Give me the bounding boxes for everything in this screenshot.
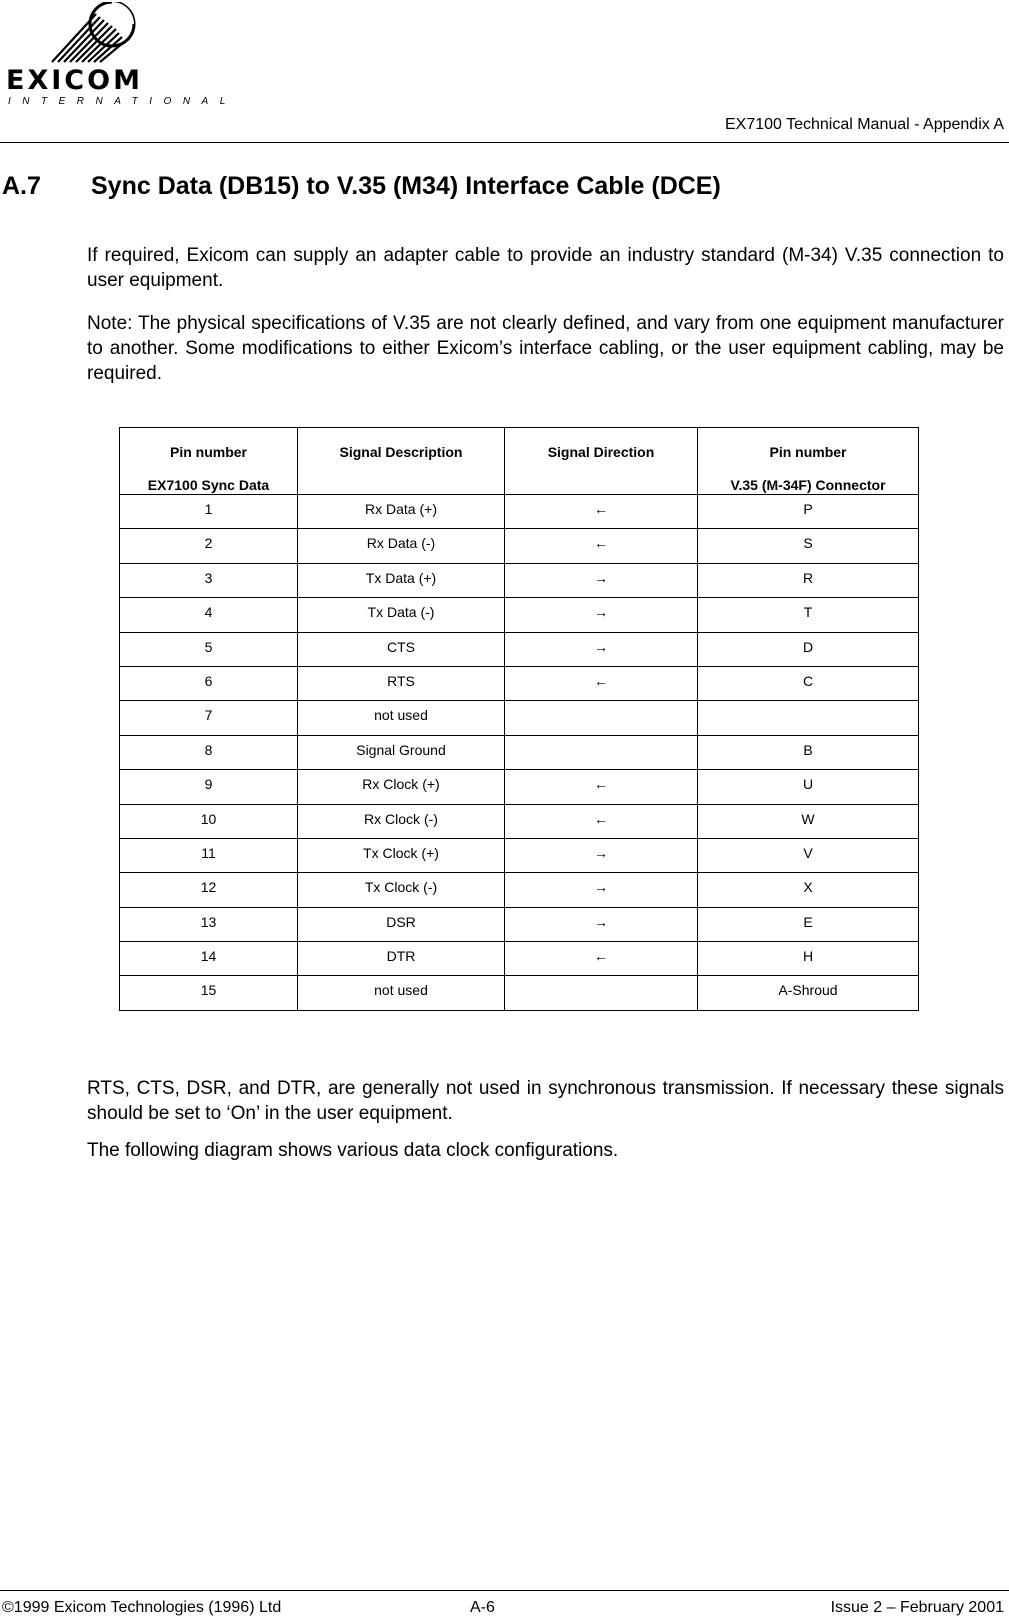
cell-signal-description: DTR	[298, 942, 505, 976]
cell-signal-direction: →	[505, 598, 698, 632]
table-header-row	[120, 428, 919, 495]
cell-signal-direction: →	[505, 873, 698, 907]
footer-page-number: A-6	[470, 1599, 495, 1616]
cell-pin-ex7100: 14	[120, 942, 298, 976]
cell-pin-ex7100: 3	[120, 563, 298, 597]
table-row	[120, 942, 919, 976]
company-logo	[4, 2, 237, 110]
table-row	[120, 873, 919, 907]
cell-signal-direction	[505, 701, 698, 735]
cell-pin-v35: B	[698, 735, 919, 769]
cell-pin-v35: D	[698, 632, 919, 666]
cell-signal-description: Rx Clock (+)	[298, 770, 505, 804]
cell-signal-description: Tx Data (+)	[298, 563, 505, 597]
header-signal-description: Signal Description	[298, 428, 505, 495]
cell-signal-description: Tx Clock (+)	[298, 838, 505, 872]
cell-pin-v35: X	[698, 873, 919, 907]
header-pin-ex7100: Pin number EX7100 Sync Data	[120, 428, 298, 495]
cell-signal-direction: →	[505, 838, 698, 872]
table-row	[120, 529, 919, 563]
cell-pin-v35: R	[698, 563, 919, 597]
table-row	[120, 907, 919, 941]
header-divider	[0, 142, 1009, 143]
cell-signal-description: Tx Clock (-)	[298, 873, 505, 907]
cell-signal-direction: ←	[505, 942, 698, 976]
logo-subtitle: INTERNATIONAL	[8, 96, 237, 107]
cell-pin-ex7100: 4	[120, 598, 298, 632]
cell-signal-description: Tx Data (-)	[298, 598, 505, 632]
cell-pin-v35: V	[698, 838, 919, 872]
cell-pin-v35: U	[698, 770, 919, 804]
cell-pin-ex7100: 2	[120, 529, 298, 563]
cell-signal-direction: →	[505, 632, 698, 666]
table-row	[120, 701, 919, 735]
cell-pin-ex7100: 13	[120, 907, 298, 941]
footer-issue: Issue 2 – February 2001	[830, 1599, 1004, 1616]
cell-pin-v35: C	[698, 666, 919, 700]
cell-pin-v35: S	[698, 529, 919, 563]
signals-paragraph: RTS, CTS, DSR, and DTR, are generally not used in synchronous transmission. If necessary these signals should be set to ‘On’ in the user equipment.	[87, 1078, 1004, 1124]
cell-pin-ex7100: 9	[120, 770, 298, 804]
cell-pin-v35: W	[698, 804, 919, 838]
table-row	[120, 838, 919, 872]
section-heading	[2, 172, 721, 201]
cell-signal-direction: ←	[505, 770, 698, 804]
cell-pin-ex7100: 15	[120, 976, 298, 1010]
table-row	[120, 976, 919, 1010]
table-row	[120, 804, 919, 838]
cell-pin-ex7100: 10	[120, 804, 298, 838]
table-row	[120, 495, 919, 529]
cell-pin-v35: H	[698, 942, 919, 976]
cell-pin-ex7100: 11	[120, 838, 298, 872]
section-title: Sync Data (DB15) to V.35 (M34) Interface Cable (DCE)	[91, 172, 721, 200]
cell-pin-v35: E	[698, 907, 919, 941]
footer-copyright: ©1999 Exicom Technologies (1996) Ltd	[2, 1599, 282, 1616]
cell-pin-v35: A-Shroud	[698, 976, 919, 1010]
section-number: A.7	[2, 172, 41, 200]
document-title: EX7100 Technical Manual - Appendix A	[724, 116, 1004, 133]
cell-signal-direction	[505, 735, 698, 769]
cell-signal-description: Rx Clock (-)	[298, 804, 505, 838]
cell-pin-v35: P	[698, 495, 919, 529]
cell-signal-description: Rx Data (-)	[298, 529, 505, 563]
table-row	[120, 735, 919, 769]
logo-wordmark: EXICOM	[6, 65, 143, 96]
cell-pin-ex7100: 12	[120, 873, 298, 907]
cell-signal-description: DSR	[298, 907, 505, 941]
diagram-intro-paragraph: The following diagram shows various data clock configurations.	[87, 1140, 619, 1161]
table-row	[120, 770, 919, 804]
cell-signal-description: RTS	[298, 666, 505, 700]
cell-signal-description: Rx Data (+)	[298, 495, 505, 529]
header-signal-direction: Signal Direction	[505, 428, 698, 495]
table-row	[120, 598, 919, 632]
cell-signal-description: not used	[298, 701, 505, 735]
cell-signal-direction	[505, 976, 698, 1010]
cell-signal-direction: →	[505, 907, 698, 941]
cell-signal-direction: ←	[505, 529, 698, 563]
cell-signal-description: CTS	[298, 632, 505, 666]
table-row	[120, 666, 919, 700]
cell-signal-direction: ←	[505, 666, 698, 700]
cell-pin-ex7100: 1	[120, 495, 298, 529]
cell-pin-v35	[698, 701, 919, 735]
logo-globe-icon	[4, 2, 174, 72]
cell-pin-ex7100: 5	[120, 632, 298, 666]
cell-signal-direction: →	[505, 563, 698, 597]
cell-signal-direction: ←	[505, 804, 698, 838]
table-row	[120, 632, 919, 666]
cell-pin-ex7100: 7	[120, 701, 298, 735]
table-row	[120, 563, 919, 597]
cell-signal-description: not used	[298, 976, 505, 1010]
pinout-table	[119, 427, 919, 1011]
cell-pin-v35: T	[698, 598, 919, 632]
intro-paragraph: If required, Exicom can supply an adapter cable to provide an industry standard (M-34) V.35 connection to user equipment.	[87, 245, 1004, 291]
note-paragraph: Note: The physical specifications of V.35 are not clearly defined, and vary from one equipment manufacturer to another. Some modifications to either Exicom’s interface cabling, or the user equipment cabling, may be required.	[87, 313, 1004, 384]
cell-pin-ex7100: 8	[120, 735, 298, 769]
footer-divider	[0, 1590, 1009, 1591]
cell-signal-direction: ←	[505, 495, 698, 529]
header-pin-v35: Pin number V.35 (M-34F) Connector	[698, 428, 919, 495]
cell-signal-description: Signal Ground	[298, 735, 505, 769]
cell-pin-ex7100: 6	[120, 666, 298, 700]
